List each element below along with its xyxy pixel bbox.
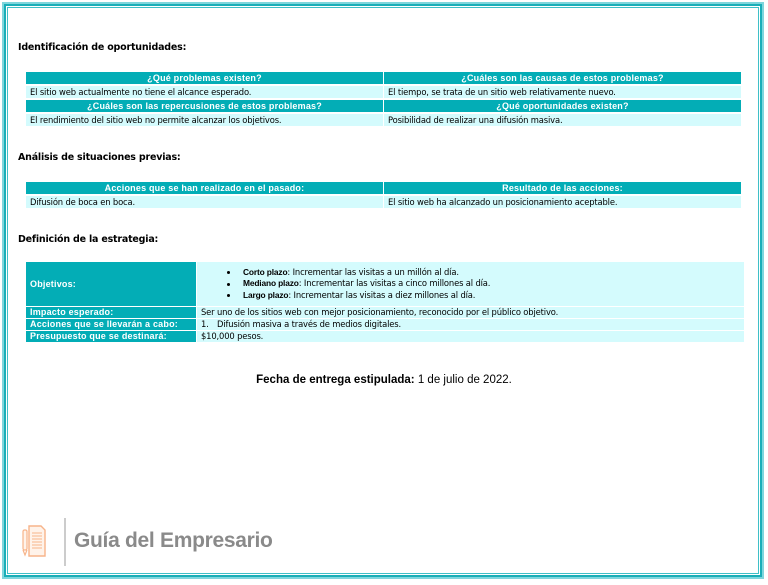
- label-impact: Impacto esperado:: [26, 307, 197, 319]
- cell-actions: [197, 319, 745, 331]
- delivery-date-label: Fecha de entrega estipulada:: [256, 374, 415, 386]
- section-title-opportunities: Identificación de oportunidades:: [18, 42, 187, 53]
- action-number: 1.: [201, 319, 209, 329]
- brand-separator: [64, 518, 66, 566]
- label-objectives: Objetivos:: [26, 262, 197, 307]
- cell-repercussions: El rendimiento del sitio web no permite alcanzar los objetivos.: [26, 113, 384, 126]
- table-row-budget: [26, 331, 744, 343]
- opportunities-table: [26, 72, 741, 126]
- objective-term: Mediano plazo: [243, 278, 299, 289]
- objective-text: : Incrementar las visitas a un millón al día.: [287, 266, 459, 277]
- objective-term: Corto plazo: [243, 266, 288, 277]
- objectives-list: [197, 267, 744, 302]
- cell-impact: Ser uno de los sitios web con mejor posicionamiento, reconocido por el público objetivo.: [197, 307, 745, 319]
- objective-text: : Incrementar las visitas a diez millones al día.: [288, 289, 476, 300]
- list-item: [233, 278, 744, 290]
- delivery-date: [0, 374, 768, 386]
- label-budget: Presupuesto que se destinará:: [26, 331, 197, 343]
- cell-past-actions: Difusión de boca en boca.: [26, 195, 384, 208]
- action-text: Difusión masiva a través de medios digitales.: [217, 319, 402, 329]
- cell-budget: $10,000 pesos.: [197, 331, 745, 343]
- objective-term: Largo plazo: [243, 289, 289, 300]
- brand-name: Guía del Empresario: [74, 529, 273, 552]
- strategy-table: [26, 262, 744, 342]
- table-row: [26, 85, 741, 99]
- objective-text: : Incrementar las visitas a cinco millones al día.: [298, 278, 491, 289]
- table-row: [26, 113, 741, 126]
- header-repercussions: ¿Cuáles son las repercusiones de estos problemas?: [26, 99, 384, 113]
- header-results: Resultado de las acciones:: [384, 182, 742, 195]
- label-actions: Acciones que se llevarán a cabo:: [26, 319, 197, 331]
- section-title-previous: Análisis de situaciones previas:: [18, 152, 181, 163]
- table-row-impact: [26, 307, 744, 319]
- header-causes: ¿Cuáles son las causas de estos problemas?: [384, 72, 742, 85]
- list-item: [233, 267, 744, 279]
- table-header-row: [26, 182, 741, 195]
- table-header-row: [26, 99, 741, 113]
- header-past-actions: Acciones que se han realizado en el pasado:: [26, 182, 384, 195]
- cell-problems: El sitio web actualmente no tiene el alcance esperado.: [26, 85, 384, 99]
- cell-causes: El tiempo, se trata de un sitio web relativamente nuevo.: [384, 85, 742, 99]
- header-opportunities: ¿Qué oportunidades existen?: [384, 99, 742, 113]
- cell-objectives: [197, 262, 745, 307]
- cell-results: El sitio web ha alcanzado un posicionamiento aceptable.: [384, 195, 742, 208]
- section-title-strategy: Definición de la estrategia:: [18, 234, 159, 245]
- table-row-objectives: [26, 262, 744, 307]
- table-row: [26, 195, 741, 208]
- delivery-date-value: 1 de julio de 2022.: [414, 374, 512, 386]
- cell-opportunities: Posibilidad de realizar una difusión masiva.: [384, 113, 742, 126]
- table-header-row: [26, 72, 741, 85]
- header-problems: ¿Qué problemas existen?: [26, 72, 384, 85]
- list-item: [233, 290, 744, 302]
- previous-situations-table: [26, 182, 741, 208]
- table-row-actions: [26, 319, 744, 331]
- document-pen-icon: [22, 524, 46, 558]
